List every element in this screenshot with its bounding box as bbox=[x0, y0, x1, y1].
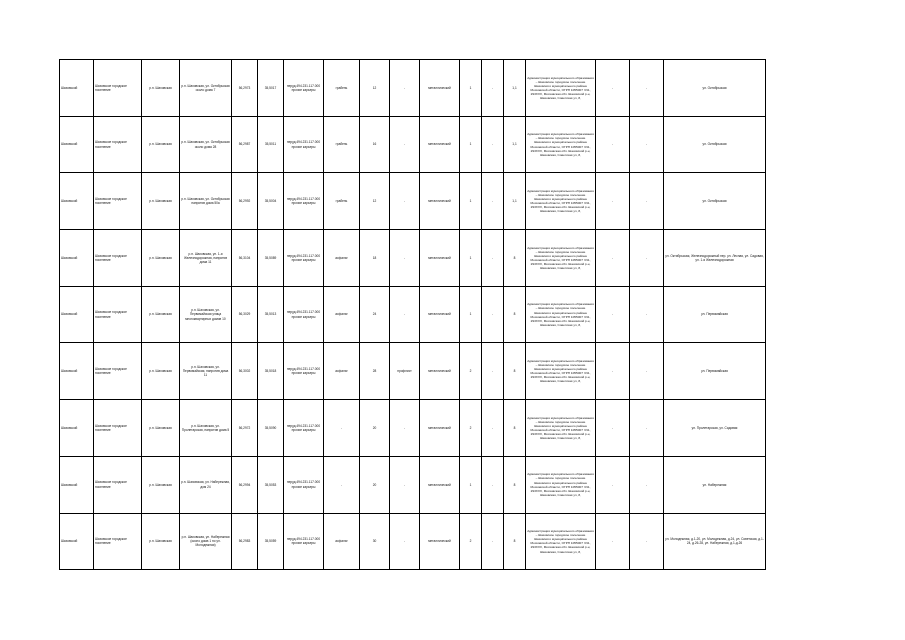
cell-latitude: 56,2983 bbox=[232, 513, 258, 570]
cell-waste-code: неруд.494.231.117.000 прочие карьеры bbox=[284, 116, 324, 173]
cell-settlement: Шаховское городское поселение bbox=[94, 60, 142, 117]
cell-extra-2: - bbox=[630, 343, 664, 400]
cell-locality: р.п. Шаховская bbox=[142, 173, 180, 230]
cell-extra-1: - bbox=[596, 513, 630, 570]
cell-municipality: Шаховской bbox=[60, 343, 94, 400]
cell-municipality: Шаховской bbox=[60, 400, 94, 457]
cell-municipality: Шаховской bbox=[60, 173, 94, 230]
cell-volume: 8 bbox=[504, 230, 526, 287]
table-row bbox=[60, 286, 766, 343]
cell-owner: Администрация муниципального образования – Шаховское городское поселение Шаховского муниципального района Московской области, ОГРН 1055007 ЧЧ1, 293ХХХ, Московская обл. Шаховской р-н, Шаховская, Советская ул, 8, bbox=[526, 456, 596, 513]
cell-container-count: 1 bbox=[460, 230, 482, 287]
cell-area: 24 bbox=[360, 286, 390, 343]
cell-container-type: металлический bbox=[420, 60, 460, 117]
table-row bbox=[60, 60, 766, 117]
cell-container-count: 2 bbox=[460, 343, 482, 400]
cell-latitude: 56,2992 bbox=[232, 173, 258, 230]
cell-site-address: р.п. Шаховская, ул. 1-я Железнодорожная, напротив дома 11 bbox=[180, 230, 232, 287]
cell-longitude: 35,5053 bbox=[258, 456, 284, 513]
cell-site-address: р.п. Шаховская, ул. Октябрьская напротив дома 50а bbox=[180, 173, 232, 230]
cell-settlement: Шаховское городское поселение bbox=[94, 400, 142, 457]
cell-municipality: Шаховской bbox=[60, 230, 94, 287]
cell-municipality: Шаховской bbox=[60, 116, 94, 173]
cell-locality: р.п. Шаховская bbox=[142, 400, 180, 457]
cell-owner: Администрация муниципального образования – Шаховское городское поселение Шаховского муниципального района Московской области, ОГРН 1055007 ЧЧ1, 293ХХХ, Московская обл. Шаховской р-н, Шаховская, Советская ул, 8, bbox=[526, 60, 596, 117]
table-row bbox=[60, 230, 766, 287]
cell-settlement: Шаховское городское поселение bbox=[94, 230, 142, 287]
cell-site-address: р.п. Шаховская, ул. Набережная, дом 24 bbox=[180, 456, 232, 513]
table-row bbox=[60, 400, 766, 457]
cell-surface: асфальт bbox=[324, 230, 360, 287]
cell-extra-2: - bbox=[630, 116, 664, 173]
cell-served-objects: ул. Первомайская bbox=[664, 343, 766, 400]
cell-extra-1: - bbox=[596, 173, 630, 230]
cell-extra-1: - bbox=[596, 230, 630, 287]
cell-surface: асфальт bbox=[324, 343, 360, 400]
cell-waste-code: неруд.494.231.117.000 прочие карьеры bbox=[284, 286, 324, 343]
cell-volume: 8 bbox=[504, 513, 526, 570]
cell-municipality: Шаховской bbox=[60, 286, 94, 343]
cell-locality: р.п. Шаховская bbox=[142, 60, 180, 117]
cell-container-type: металлический bbox=[420, 116, 460, 173]
cell-waste-code: неруд.494.231.117.000 прочие карьеры bbox=[284, 60, 324, 117]
cell-settlement: Шаховское городское поселение bbox=[94, 116, 142, 173]
cell-locality: р.п. Шаховская bbox=[142, 116, 180, 173]
cell-container-count: 1 bbox=[460, 60, 482, 117]
cell-longitude: 35,5059 bbox=[258, 513, 284, 570]
cell-extra-2: - bbox=[630, 230, 664, 287]
table-row bbox=[60, 343, 766, 400]
cell-area: 20 bbox=[360, 456, 390, 513]
cell-bunker-count: - bbox=[482, 456, 504, 513]
cell-extra-2: - bbox=[630, 173, 664, 230]
cell-area: 12 bbox=[360, 173, 390, 230]
cell-area: 18 bbox=[360, 230, 390, 287]
cell-volume: 8 bbox=[504, 286, 526, 343]
cell-locality: р.п. Шаховская bbox=[142, 286, 180, 343]
cell-site-address: р.п. Шаховская, ул. Пролетарская, напротив дома 5 bbox=[180, 400, 232, 457]
cell-locality: р.п. Шаховская bbox=[142, 513, 180, 570]
cell-served-objects: ул. Октябрьская bbox=[664, 60, 766, 117]
cell-volume: 1,1 bbox=[504, 116, 526, 173]
cell-longitude: 35,5089 bbox=[258, 230, 284, 287]
cell-served-objects: ул. Октябрьская, Железнодорожный пер. ул. Лесная, ул. Садовая, ул. 1-я Железнодорожная bbox=[664, 230, 766, 287]
cell-extra-2: - bbox=[630, 456, 664, 513]
cell-latitude: 56,3029 bbox=[232, 286, 258, 343]
cell-served-objects: ул. Первомайская bbox=[664, 286, 766, 343]
cell-container-count: 2 bbox=[460, 513, 482, 570]
cell-fence: - bbox=[390, 400, 420, 457]
cell-latitude: 56,2973 bbox=[232, 60, 258, 117]
cell-fence: - bbox=[390, 286, 420, 343]
cell-extra-1: - bbox=[596, 400, 630, 457]
cell-owner: Администрация муниципального образования – Шаховское городское поселение Шаховского муниципального района Московской области, ОГРН 1055007 ЧЧ1, 293ХХХ, Московская обл. Шаховской р-н, Шаховская, Советская ул, 8, bbox=[526, 400, 596, 457]
cell-longitude: 35,5017 bbox=[258, 60, 284, 117]
cell-bunker-count: - bbox=[482, 400, 504, 457]
cell-area: 12 bbox=[360, 60, 390, 117]
cell-locality: р.п. Шаховская bbox=[142, 230, 180, 287]
cell-container-count: 2 bbox=[460, 400, 482, 457]
cell-volume: 1,1 bbox=[504, 60, 526, 117]
cell-volume: 1,1 bbox=[504, 173, 526, 230]
cell-container-type: металлический bbox=[420, 230, 460, 287]
cell-settlement: Шаховское городское поселение bbox=[94, 513, 142, 570]
cell-extra-1: - bbox=[596, 286, 630, 343]
cell-area: 28 bbox=[360, 343, 390, 400]
cell-settlement: Шаховское городское поселение bbox=[94, 456, 142, 513]
cell-container-type: металлический bbox=[420, 286, 460, 343]
cell-bunker-count: - bbox=[482, 116, 504, 173]
cell-longitude: 35,5090 bbox=[258, 400, 284, 457]
cell-extra-1: - bbox=[596, 60, 630, 117]
cell-extra-1: - bbox=[596, 343, 630, 400]
cell-longitude: 35,5013 bbox=[258, 286, 284, 343]
cell-surface: грабень bbox=[324, 60, 360, 117]
cell-longitude: 35,5018 bbox=[258, 343, 284, 400]
cell-settlement: Шаховское городское поселение bbox=[94, 343, 142, 400]
table-row bbox=[60, 456, 766, 513]
cell-fence: профлист bbox=[390, 343, 420, 400]
cell-waste-code: неруд.494.231.117.000 прочие карьеры bbox=[284, 456, 324, 513]
cell-fence: - bbox=[390, 456, 420, 513]
cell-latitude: 56,3104 bbox=[232, 230, 258, 287]
cell-surface: - bbox=[324, 456, 360, 513]
cell-container-count: 1 bbox=[460, 456, 482, 513]
cell-owner: Администрация муниципального образования – Шаховское городское поселение Шаховского муниципального района Московской области, ОГРН 1055007 ЧЧ1, 293ХХХ, Московская обл. Шаховской р-н, Шаховская, Советская ул, 8, bbox=[526, 513, 596, 570]
cell-volume: 8 bbox=[504, 456, 526, 513]
table-row bbox=[60, 513, 766, 570]
cell-served-objects: ул. Набережная bbox=[664, 456, 766, 513]
cell-surface: - bbox=[324, 400, 360, 457]
cell-municipality: Шаховской bbox=[60, 456, 94, 513]
cell-container-type: металлический bbox=[420, 173, 460, 230]
cell-area: 30 bbox=[360, 513, 390, 570]
cell-waste-code: неруд.494.231.117.000 прочие карьеры bbox=[284, 400, 324, 457]
cell-container-count: 1 bbox=[460, 173, 482, 230]
table-row bbox=[60, 116, 766, 173]
cell-owner: Администрация муниципального образования – Шаховское городское поселение Шаховского муниципального района Московской области, ОГРН 1055007 ЧЧ1, 293ХХХ, Московская обл. Шаховской р-н, Шаховская, Советская ул, 8, bbox=[526, 286, 596, 343]
cell-settlement: Шаховское городское поселение bbox=[94, 173, 142, 230]
cell-extra-1: - bbox=[596, 456, 630, 513]
cell-owner: Администрация муниципального образования – Шаховское городское поселение Шаховского муниципального района Московской области, ОГРН 1055007 ЧЧ1, 293ХХХ, Московская обл. Шаховской р-н, Шаховская, Советская ул, 8, bbox=[526, 343, 596, 400]
cell-fence: - bbox=[390, 513, 420, 570]
cell-latitude: 56,2994 bbox=[232, 456, 258, 513]
cell-extra-1: - bbox=[596, 116, 630, 173]
cell-surface: грабень bbox=[324, 116, 360, 173]
cell-extra-2: - bbox=[630, 400, 664, 457]
cell-volume: 8 bbox=[504, 400, 526, 457]
register-table bbox=[59, 59, 766, 570]
cell-extra-2: - bbox=[630, 286, 664, 343]
table-row bbox=[60, 173, 766, 230]
cell-container-type: металлический bbox=[420, 400, 460, 457]
cell-longitude: 35,5004 bbox=[258, 173, 284, 230]
cell-surface: грабень bbox=[324, 173, 360, 230]
cell-container-type: металлический bbox=[420, 456, 460, 513]
cell-site-address: р.п. Шаховская, ул. Первомайская, напротив дома 11 bbox=[180, 343, 232, 400]
cell-settlement: Шаховское городское поселение bbox=[94, 286, 142, 343]
cell-surface: асфальт bbox=[324, 286, 360, 343]
cell-bunker-count: - bbox=[482, 173, 504, 230]
cell-served-objects: ул. Октябрьская bbox=[664, 173, 766, 230]
cell-area: 20 bbox=[360, 400, 390, 457]
cell-container-type: металлический bbox=[420, 513, 460, 570]
cell-site-address: р.п. Шаховская, ул. Октябрьская около дома 28 bbox=[180, 116, 232, 173]
cell-latitude: 56,2987 bbox=[232, 116, 258, 173]
cell-site-address: р.п. Шаховская, ул. Октябрьская около дома 7 bbox=[180, 60, 232, 117]
cell-site-address: р.п. Шаховская, ул. Набережная (около дома 1 по ул. Молодежная) bbox=[180, 513, 232, 570]
cell-surface: асфальт bbox=[324, 513, 360, 570]
cell-municipality: Шаховской bbox=[60, 513, 94, 570]
cell-bunker-count: - bbox=[482, 60, 504, 117]
cell-owner: Администрация муниципального образования – Шаховское городское поселение Шаховского муниципального района Московской области, ОГРН 1055007 ЧЧ1, 293ХХХ, Московская обл. Шаховской р-н, Шаховская, Советская ул, 8, bbox=[526, 230, 596, 287]
cell-municipality: Шаховской bbox=[60, 60, 94, 117]
cell-served-objects: ул. Молодежная, д.1-20, ул. Молодежная, д.24, ул. Советская, д.1-24, д.26-28, ул. Набережная, д.1-д.26 bbox=[664, 513, 766, 570]
cell-container-type: металлический bbox=[420, 343, 460, 400]
cell-extra-2: - bbox=[630, 513, 664, 570]
cell-longitude: 35,5011 bbox=[258, 116, 284, 173]
cell-owner: Администрация муниципального образования – Шаховское городское поселение Шаховского муниципального района Московской области, ОГРН 1055007 ЧЧ1, 293ХХХ, Московская обл. Шаховской р-н, Шаховская, Советская ул, 8, bbox=[526, 173, 596, 230]
cell-fence: - bbox=[390, 230, 420, 287]
cell-bunker-count: - bbox=[482, 286, 504, 343]
cell-container-count: 1 bbox=[460, 286, 482, 343]
cell-waste-code: неруд.494.231.117.000 прочие карьеры bbox=[284, 230, 324, 287]
cell-bunker-count: - bbox=[482, 343, 504, 400]
cell-waste-code: неруд.494.231.117.000 прочие карьеры bbox=[284, 173, 324, 230]
cell-locality: р.п. Шаховская bbox=[142, 343, 180, 400]
cell-fence: - bbox=[390, 60, 420, 117]
cell-locality: р.п. Шаховская bbox=[142, 456, 180, 513]
cell-served-objects: ул. Октябрьская bbox=[664, 116, 766, 173]
cell-site-address: р.п. Шаховская, ул. Первомайская улица многоквартирных домов 10 bbox=[180, 286, 232, 343]
cell-container-count: 1 bbox=[460, 116, 482, 173]
cell-waste-code: неруд.494.231.117.000 прочие карьеры bbox=[284, 513, 324, 570]
cell-bunker-count: - bbox=[482, 513, 504, 570]
cell-served-objects: ул. Пролетарская, ул. Садовая bbox=[664, 400, 766, 457]
cell-latitude: 56,3002 bbox=[232, 343, 258, 400]
cell-owner: Администрация муниципального образования – Шаховское городское поселение Шаховского муниципального района Московской области, ОГРН 1055007 ЧЧ1, 293ХХХ, Московская обл. Шаховской р-н, Шаховская, Советская ул, 8, bbox=[526, 116, 596, 173]
cell-volume: 8 bbox=[504, 343, 526, 400]
cell-bunker-count: - bbox=[482, 230, 504, 287]
cell-area: 16 bbox=[360, 116, 390, 173]
cell-waste-code: неруд.494.231.117.000 прочие карьеры bbox=[284, 343, 324, 400]
cell-fence: - bbox=[390, 116, 420, 173]
cell-extra-2: - bbox=[630, 60, 664, 117]
cell-fence: - bbox=[390, 173, 420, 230]
cell-latitude: 56,2972 bbox=[232, 400, 258, 457]
